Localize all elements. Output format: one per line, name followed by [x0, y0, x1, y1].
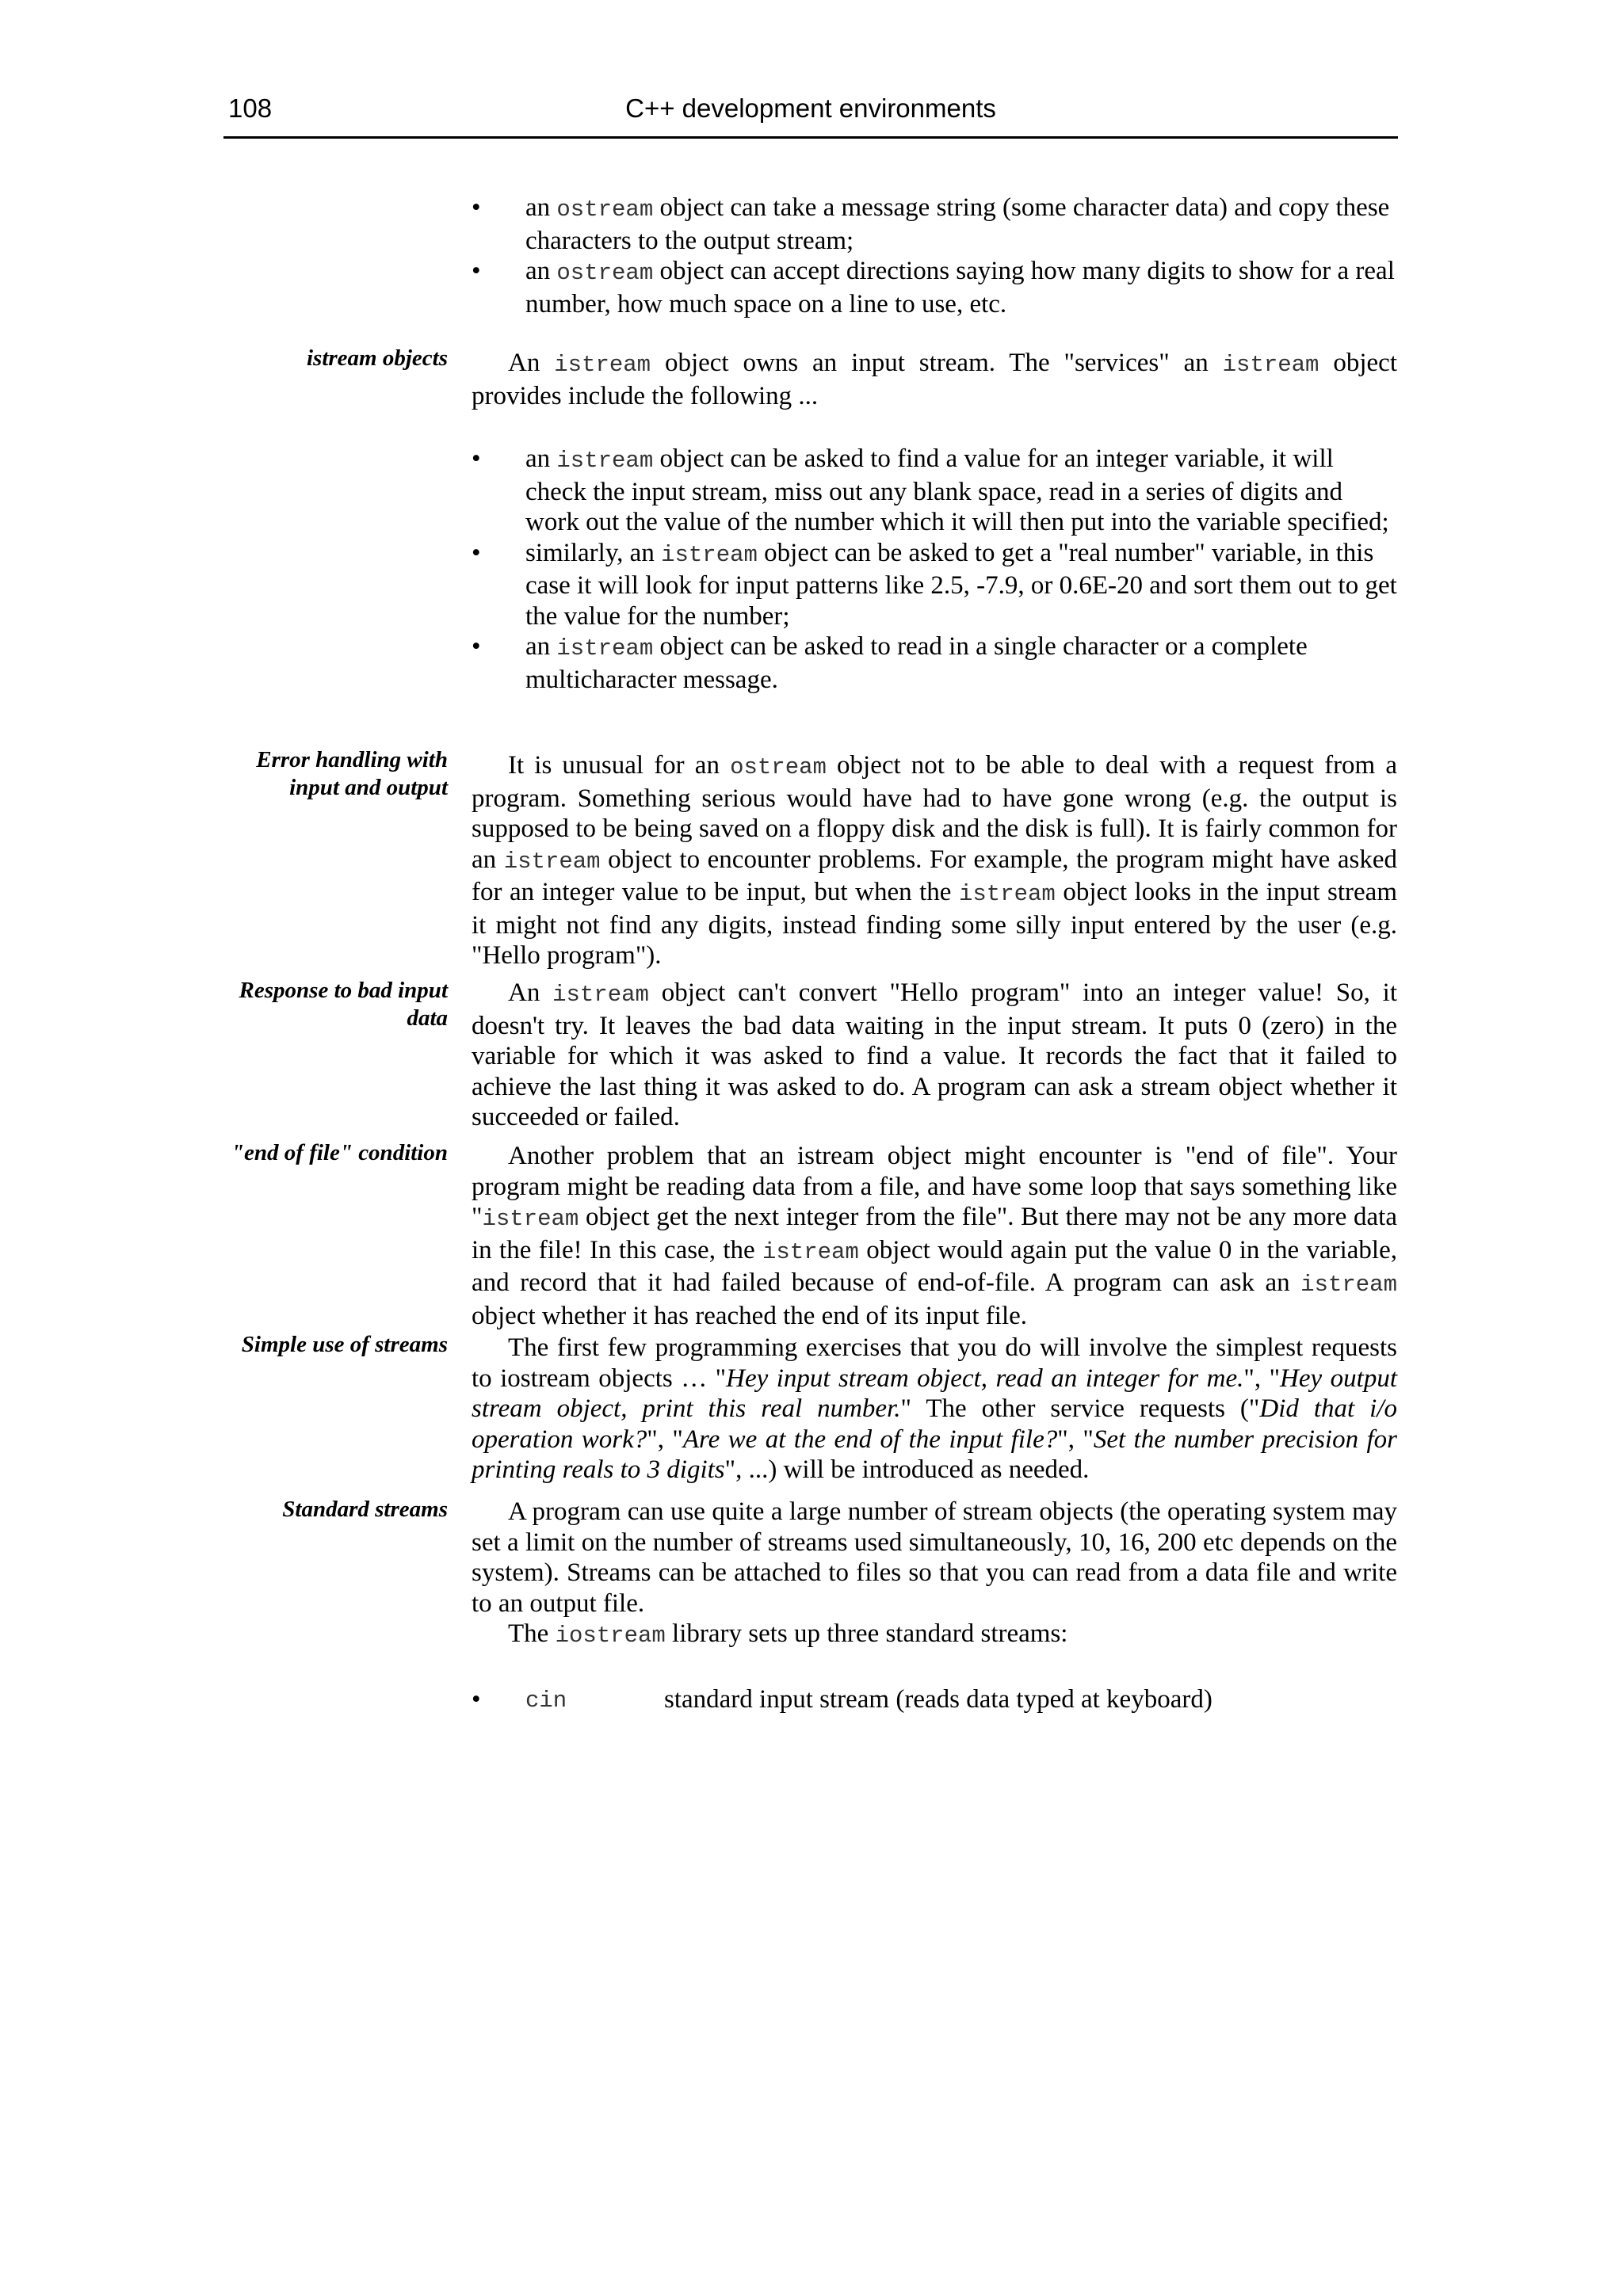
code-term: istream [556, 635, 654, 662]
code-term: istream [554, 352, 651, 378]
margin-note-istream-objects: istream objects [306, 345, 448, 371]
list-item: • an ostream object can accept directions saying how many digits to show for a real number, how much space on a line to use, etc. [472, 257, 1395, 318]
istream-services-list [472, 444, 1397, 695]
bullet-icon: • [472, 444, 481, 473]
standard-streams-paragraph: A program can use quite a large number of stream objects (the operating system may set a limit on the number of streams used simultaneously, 10, 16, 200 etc depends on the system). Streams can be attached to files so that you can read from a data file and write to an output file. [472, 1497, 1397, 1618]
bad-input-paragraph: An istream object can't convert "Hello program" into an integer value! So, it doesn't try. It leaves the bad data waiting in the input stream. It puts 0 (zero) in the variable for which it was asked to find a value. It records the fact that it failed to achieve the last thing it was asked to do. A program can ask a stream object whether it succeeded or failed. [472, 978, 1397, 1131]
list-item: • an istream object can be asked to find a value for an integer variable, it will check the input stream, miss out any blank space, read in a series of digits and work out the value of the number which it will then put into the variable specified; [472, 444, 1389, 536]
error-handling-paragraph: It is unusual for an ostream object not to be able to deal with a request from a program. Something serious would have had to have gone wrong (e.g. the output is supposed to be being saved on a floppy disk and the disk is full). It is fairly common for an istream object to encounter problems. For example, the program might have asked for an integer value to be input, but when the istream object looks in the input stream it might not find any digits, instead finding some silly input entered by the user (e.g. "Hello program"). [472, 751, 1397, 970]
list-item: • an ostream object can take a message string (some character data) and copy these characters to the output stream; [472, 193, 1390, 255]
istream-intro-paragraph: An istream object owns an input stream. The "services" an istream object provides include the following ... [472, 349, 1397, 410]
stream-name: cin [525, 1688, 567, 1714]
stream-description: standard input stream (reads data typed at keyboard) [664, 1685, 1212, 1714]
margin-note-standard-streams: Standard streams [282, 1497, 448, 1522]
code-term: istream [661, 541, 758, 568]
bullet-icon: • [472, 538, 481, 567]
margin-note-bad-input: Response to bad input data [239, 978, 448, 1031]
iostream-library-paragraph: The iostream library sets up three standard streams: [508, 1619, 1068, 1649]
list-item: • an istream object can be asked to read in a single character or a complete multicharacter message. [472, 632, 1308, 694]
code-term: istream [958, 881, 1056, 907]
simple-use-paragraph: The first few programming exercises that you do will involve the simplest requests to iostream objects … "Hey input stream object, read an integer for me.", "Hey output stream object, print this real number." The other service requests ("Did that i/o operation work?", "Are we at the end of the input file?", "Set the number precision for printing reals to 3 digits", ...) will be introduced as needed. [472, 1333, 1397, 1484]
code-term: istream [556, 448, 654, 474]
code-term: istream [503, 848, 601, 875]
code-term: istream [762, 1238, 859, 1265]
list-item: • similarly, an istream object can be asked to get a "real number" variable, in this case it will look for input patterns like 2.5, -7.9, or 0.6E-20 and sort them out to get the value for the number; [472, 538, 1397, 631]
code-term: iostream [555, 1623, 666, 1649]
margin-note-end-of-file: "end of file" condition [231, 1140, 448, 1165]
page-header [223, 89, 1398, 139]
code-term: ostream [556, 196, 654, 223]
ostream-services-list [472, 193, 1397, 319]
bullet-icon: • [472, 193, 481, 222]
code-term: istream [1300, 1272, 1397, 1298]
code-term: ostream [730, 754, 827, 780]
code-term: ostream [556, 260, 654, 286]
bullet-icon: • [472, 632, 481, 661]
page-number: 108 [228, 93, 273, 123]
bullet-icon: • [472, 257, 481, 285]
end-of-file-paragraph: Another problem that an istream object might encounter is "end of file". Your program might be reading data from a file, and have some loop that says something like "istream object get the next integer from the file". But there may not be any more data in the file! In this case, the istream object would again put the value 0 in the variable, and record that it had failed because of end-of-file. A program can ask an istream object whether it has reached the end of its input file. [472, 1142, 1397, 1330]
margin-note-simple-use: Simple use of streams [241, 1332, 448, 1357]
code-term: istream [482, 1206, 579, 1232]
code-term: istream [1222, 352, 1319, 378]
margin-note-error-handling: Error handling with input and output [256, 747, 448, 800]
running-title: C++ development environments [625, 93, 996, 123]
code-term: istream [552, 982, 649, 1008]
bullet-icon: • [472, 1685, 481, 1714]
